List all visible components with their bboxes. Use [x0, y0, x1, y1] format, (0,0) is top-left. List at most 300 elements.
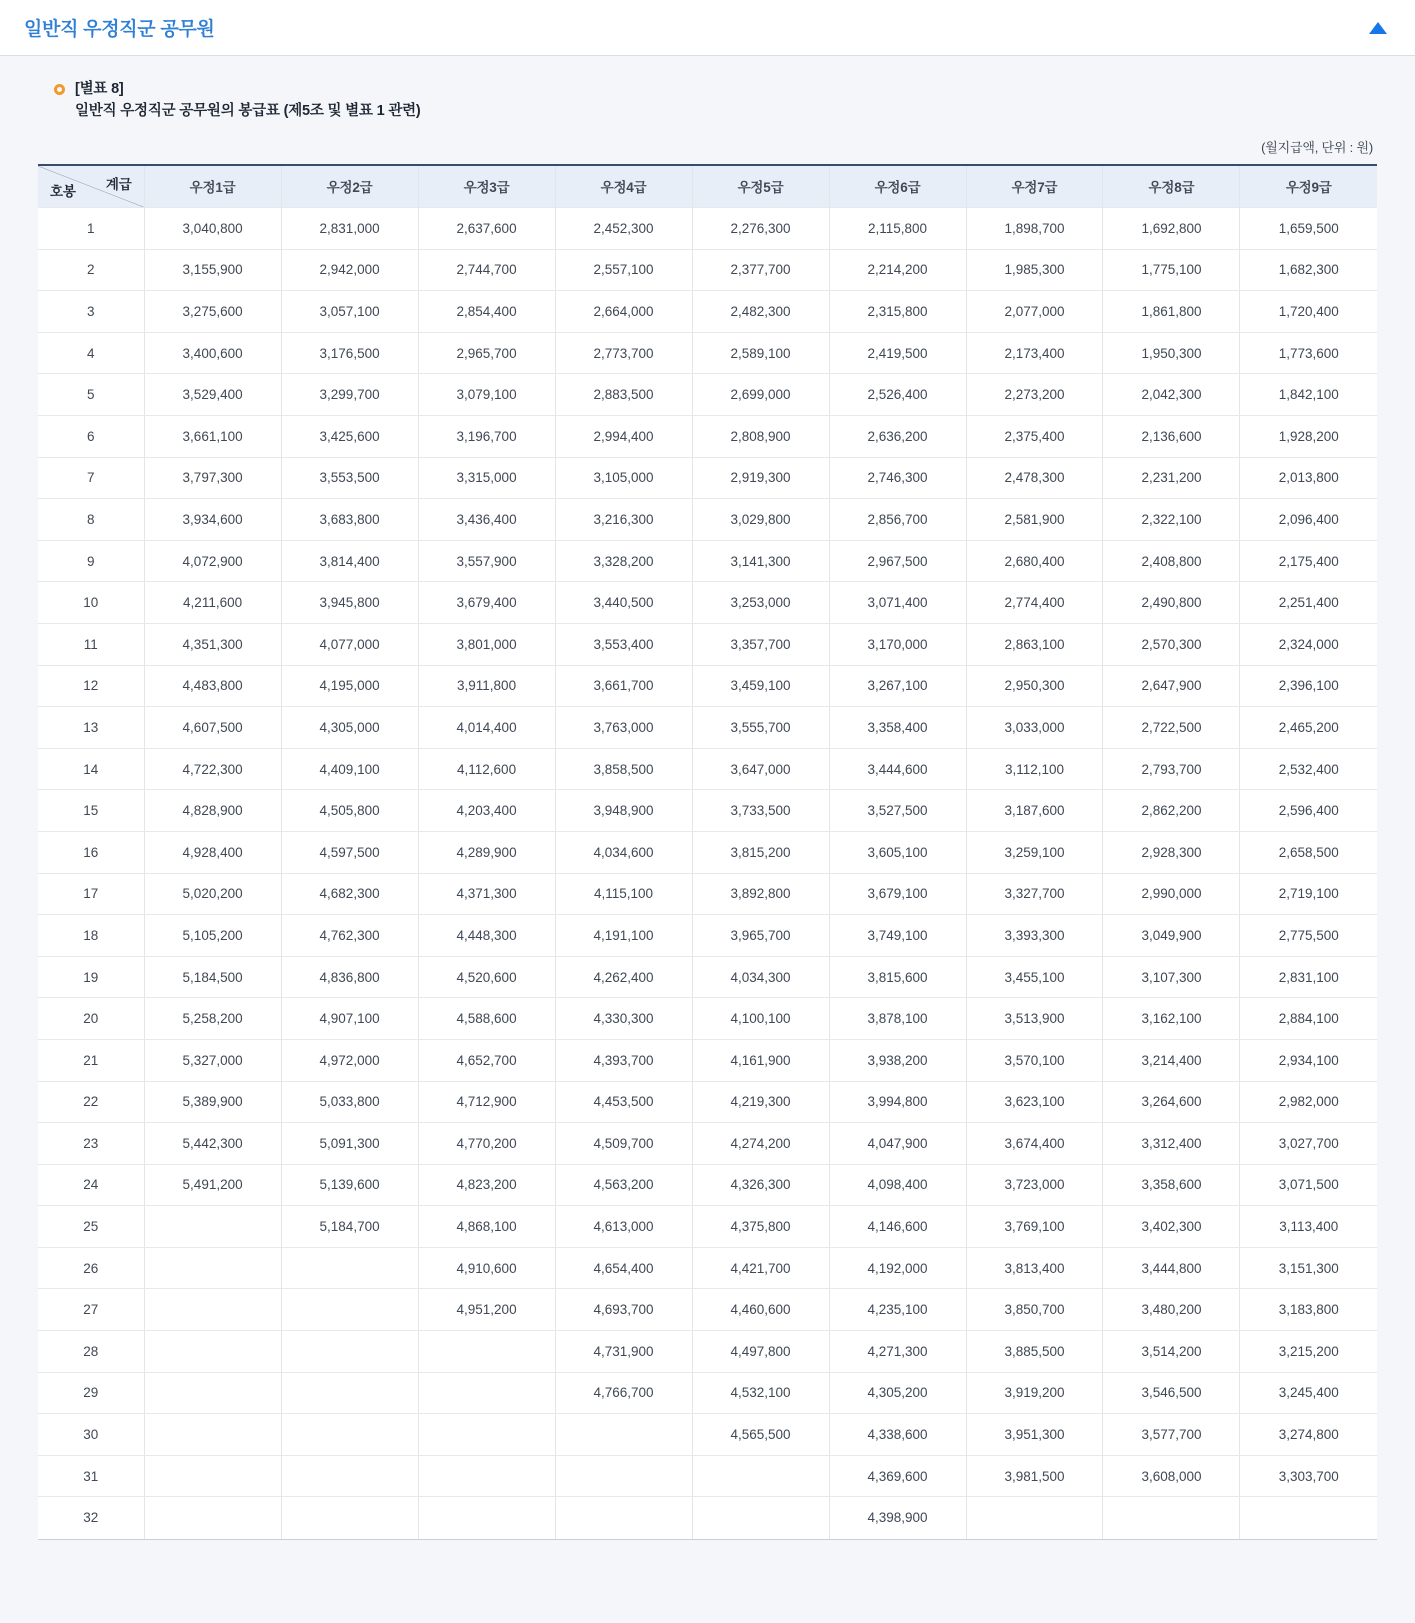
salary-cell: 3,938,200: [829, 1039, 966, 1081]
table-row: [38, 1497, 1377, 1539]
salary-cell: 4,421,700: [692, 1247, 829, 1289]
salary-cell: 3,049,900: [1103, 915, 1240, 957]
salary-cell: 2,115,800: [829, 208, 966, 250]
table-row: [38, 623, 1377, 665]
salary-cell: [144, 1331, 281, 1373]
salary-cell: 5,491,200: [144, 1164, 281, 1206]
step-cell: 25: [38, 1206, 144, 1248]
salary-cell: [281, 1289, 418, 1331]
salary-cell: 3,393,300: [966, 915, 1103, 957]
salary-cell: 2,315,800: [829, 291, 966, 333]
ring-bullet-icon: [54, 84, 65, 95]
salary-cell: 4,654,400: [555, 1247, 692, 1289]
step-cell: 1: [38, 208, 144, 250]
step-cell: 20: [38, 998, 144, 1040]
salary-cell: 2,570,300: [1103, 623, 1240, 665]
salary-cell: 4,100,100: [692, 998, 829, 1040]
salary-cell: 3,402,300: [1103, 1206, 1240, 1248]
salary-cell: 3,299,700: [281, 374, 418, 416]
salary-cell: 4,762,300: [281, 915, 418, 957]
step-cell: 11: [38, 623, 144, 665]
salary-cell: 2,251,400: [1240, 582, 1377, 624]
collapse-section-button[interactable]: [1365, 15, 1391, 41]
table-row: [38, 1164, 1377, 1206]
step-cell: 10: [38, 582, 144, 624]
salary-cell: 2,831,100: [1240, 956, 1377, 998]
salary-cell: [1240, 1497, 1377, 1539]
salary-cell: 4,262,400: [555, 956, 692, 998]
salary-cell: 3,071,500: [1240, 1164, 1377, 1206]
salary-cell: 4,823,200: [418, 1164, 555, 1206]
column-header-grade-1: 우정1급: [144, 166, 281, 208]
salary-cell: 2,775,500: [1240, 915, 1377, 957]
step-cell: 5: [38, 374, 144, 416]
salary-cell: 2,699,000: [692, 374, 829, 416]
salary-cell: 4,597,500: [281, 831, 418, 873]
table-row: [38, 540, 1377, 582]
salary-cell: 3,275,600: [144, 291, 281, 333]
salary-cell: 4,375,800: [692, 1206, 829, 1248]
salary-cell: 3,033,000: [966, 707, 1103, 749]
salary-cell: 2,774,400: [966, 582, 1103, 624]
salary-cell: 4,910,600: [418, 1247, 555, 1289]
salary-cell: [418, 1497, 555, 1539]
table-row: [38, 1455, 1377, 1497]
salary-cell: 4,305,000: [281, 707, 418, 749]
salary-cell: 2,680,400: [966, 540, 1103, 582]
salary-cell: 2,276,300: [692, 208, 829, 250]
salary-cell: 3,679,100: [829, 873, 966, 915]
salary-cell: 3,358,400: [829, 707, 966, 749]
salary-cell: 4,497,800: [692, 1331, 829, 1373]
salary-cell: [281, 1414, 418, 1456]
salary-cell: 3,878,100: [829, 998, 966, 1040]
table-row: [38, 1414, 1377, 1456]
salary-cell: 5,033,800: [281, 1081, 418, 1123]
salary-cell: 4,371,300: [418, 873, 555, 915]
salary-cell: 3,919,200: [966, 1372, 1103, 1414]
salary-cell: 4,398,900: [829, 1497, 966, 1539]
table-row: [38, 1206, 1377, 1248]
salary-cell: 2,637,600: [418, 208, 555, 250]
salary-cell: 2,994,400: [555, 416, 692, 458]
salary-cell: 2,928,300: [1103, 831, 1240, 873]
salary-cell: 1,898,700: [966, 208, 1103, 250]
salary-cell: 3,661,100: [144, 416, 281, 458]
table-row: [38, 790, 1377, 832]
salary-cell: 3,196,700: [418, 416, 555, 458]
salary-cell: 2,408,800: [1103, 540, 1240, 582]
table-row: [38, 416, 1377, 458]
salary-cell: 2,173,400: [966, 332, 1103, 374]
salary-cell: 3,514,200: [1103, 1331, 1240, 1373]
salary-cell: 4,563,200: [555, 1164, 692, 1206]
salary-cell: 4,305,200: [829, 1372, 966, 1414]
salary-cell: 4,112,600: [418, 748, 555, 790]
salary-cell: 3,440,500: [555, 582, 692, 624]
salary-table-container: [38, 164, 1377, 1540]
salary-cell: 2,396,100: [1240, 665, 1377, 707]
salary-cell: 3,245,400: [1240, 1372, 1377, 1414]
salary-cell: 1,842,100: [1240, 374, 1377, 416]
salary-cell: 2,377,700: [692, 249, 829, 291]
salary-cell: [555, 1414, 692, 1456]
step-cell: 6: [38, 416, 144, 458]
salary-cell: 4,098,400: [829, 1164, 966, 1206]
salary-cell: 2,273,200: [966, 374, 1103, 416]
step-cell: 2: [38, 249, 144, 291]
step-cell: 29: [38, 1372, 144, 1414]
salary-cell: 4,195,000: [281, 665, 418, 707]
salary-cell: 4,219,300: [692, 1081, 829, 1123]
salary-cell: 2,808,900: [692, 416, 829, 458]
salary-cell: 2,419,500: [829, 332, 966, 374]
salary-cell: 3,529,400: [144, 374, 281, 416]
salary-cell: 1,775,100: [1103, 249, 1240, 291]
salary-cell: 3,274,800: [1240, 1414, 1377, 1456]
salary-cell: 3,994,800: [829, 1081, 966, 1123]
step-cell: 27: [38, 1289, 144, 1331]
salary-cell: [144, 1247, 281, 1289]
salary-cell: 5,139,600: [281, 1164, 418, 1206]
salary-cell: 1,928,200: [1240, 416, 1377, 458]
salary-cell: 2,950,300: [966, 665, 1103, 707]
salary-cell: 3,259,100: [966, 831, 1103, 873]
salary-cell: [281, 1247, 418, 1289]
header-row: [38, 166, 1377, 208]
salary-cell: 3,815,200: [692, 831, 829, 873]
salary-cell: 3,436,400: [418, 499, 555, 541]
salary-cell: 4,693,700: [555, 1289, 692, 1331]
corner-grade-label: 계급: [105, 176, 132, 192]
salary-cell: 3,813,400: [966, 1247, 1103, 1289]
salary-cell: 4,203,400: [418, 790, 555, 832]
table-row: [38, 1331, 1377, 1373]
salary-cell: 3,267,100: [829, 665, 966, 707]
salary-cell: 4,191,100: [555, 915, 692, 957]
step-cell: 4: [38, 332, 144, 374]
table-row: [38, 1123, 1377, 1165]
salary-cell: 3,113,400: [1240, 1206, 1377, 1248]
column-header-grade-7: 우정7급: [966, 166, 1103, 208]
table-row: [38, 707, 1377, 749]
salary-cell: 4,928,400: [144, 831, 281, 873]
table-row: [38, 665, 1377, 707]
table-row: [38, 1372, 1377, 1414]
salary-cell: 3,105,000: [555, 457, 692, 499]
salary-cell: 2,077,000: [966, 291, 1103, 333]
salary-cell: 4,146,600: [829, 1206, 966, 1248]
salary-cell: 3,170,000: [829, 623, 966, 665]
salary-cell: 2,589,100: [692, 332, 829, 374]
step-cell: 31: [38, 1455, 144, 1497]
salary-cell: 3,027,700: [1240, 1123, 1377, 1165]
salary-cell: 2,557,100: [555, 249, 692, 291]
salary-cell: 3,400,600: [144, 332, 281, 374]
salary-cell: 2,773,700: [555, 332, 692, 374]
step-cell: 21: [38, 1039, 144, 1081]
salary-cell: 2,175,400: [1240, 540, 1377, 582]
step-cell: 22: [38, 1081, 144, 1123]
salary-cell: 2,746,300: [829, 457, 966, 499]
salary-cell: 4,161,900: [692, 1039, 829, 1081]
salary-cell: 2,965,700: [418, 332, 555, 374]
salary-cell: 3,892,800: [692, 873, 829, 915]
salary-cell: 3,358,600: [1103, 1164, 1240, 1206]
salary-cell: 5,020,200: [144, 873, 281, 915]
salary-cell: 5,258,200: [144, 998, 281, 1040]
salary-cell: 2,375,400: [966, 416, 1103, 458]
salary-cell: 3,814,400: [281, 540, 418, 582]
salary-cell: 1,861,800: [1103, 291, 1240, 333]
salary-cell: [555, 1497, 692, 1539]
table-row: [38, 1289, 1377, 1331]
salary-cell: 2,934,100: [1240, 1039, 1377, 1081]
salary-cell: 2,658,500: [1240, 831, 1377, 873]
step-cell: 3: [38, 291, 144, 333]
salary-cell: 2,744,700: [418, 249, 555, 291]
salary-cell: 3,769,100: [966, 1206, 1103, 1248]
salary-cell: 3,155,900: [144, 249, 281, 291]
salary-cell: 3,885,500: [966, 1331, 1103, 1373]
salary-cell: 2,042,300: [1103, 374, 1240, 416]
salary-cell: 2,862,200: [1103, 790, 1240, 832]
salary-cell: 3,151,300: [1240, 1247, 1377, 1289]
salary-cell: 1,985,300: [966, 249, 1103, 291]
salary-cell: 3,945,800: [281, 582, 418, 624]
salary-cell: 4,532,100: [692, 1372, 829, 1414]
salary-cell: 1,720,400: [1240, 291, 1377, 333]
salary-cell: 3,647,000: [692, 748, 829, 790]
salary-cell: 4,505,800: [281, 790, 418, 832]
salary-cell: 3,733,500: [692, 790, 829, 832]
salary-cell: 3,162,100: [1103, 998, 1240, 1040]
table-row: [38, 873, 1377, 915]
salary-cell: 3,459,100: [692, 665, 829, 707]
salary-cell: 4,460,600: [692, 1289, 829, 1331]
salary-cell: 4,613,000: [555, 1206, 692, 1248]
salary-cell: 2,719,100: [1240, 873, 1377, 915]
step-cell: 14: [38, 748, 144, 790]
attachment-label: [별표 8]: [75, 81, 124, 97]
salary-cell: 4,448,300: [418, 915, 555, 957]
salary-cell: [144, 1414, 281, 1456]
salary-cell: 3,661,700: [555, 665, 692, 707]
salary-cell: 4,192,000: [829, 1247, 966, 1289]
corner-step-label: 호봉: [50, 184, 76, 200]
salary-cell: 2,919,300: [692, 457, 829, 499]
salary-cell: 3,674,400: [966, 1123, 1103, 1165]
salary-cell: 3,605,100: [829, 831, 966, 873]
salary-cell: 3,513,900: [966, 998, 1103, 1040]
salary-cell: 3,141,300: [692, 540, 829, 582]
table-row: [38, 831, 1377, 873]
salary-cell: 2,942,000: [281, 249, 418, 291]
salary-cell: 4,271,300: [829, 1331, 966, 1373]
step-cell: 8: [38, 499, 144, 541]
step-cell: 16: [38, 831, 144, 873]
step-cell: 13: [38, 707, 144, 749]
salary-cell: [144, 1206, 281, 1248]
salary-cell: 4,607,500: [144, 707, 281, 749]
salary-cell: 2,863,100: [966, 623, 1103, 665]
table-row: [38, 1081, 1377, 1123]
content-area: [0, 56, 1415, 1570]
salary-cell: 3,577,700: [1103, 1414, 1240, 1456]
salary-cell: 1,773,600: [1240, 332, 1377, 374]
salary-cell: 3,315,000: [418, 457, 555, 499]
salary-cell: 3,608,000: [1103, 1455, 1240, 1497]
salary-cell: 3,623,100: [966, 1081, 1103, 1123]
salary-cell: 2,854,400: [418, 291, 555, 333]
salary-cell: 2,664,000: [555, 291, 692, 333]
salary-cell: 3,948,900: [555, 790, 692, 832]
salary-cell: 1,950,300: [1103, 332, 1240, 374]
salary-cell: 3,216,300: [555, 499, 692, 541]
salary-cell: 4,369,600: [829, 1455, 966, 1497]
salary-cell: 4,211,600: [144, 582, 281, 624]
salary-cell: 5,091,300: [281, 1123, 418, 1165]
salary-cell: [281, 1455, 418, 1497]
salary-cell: 3,029,800: [692, 499, 829, 541]
table-row: [38, 457, 1377, 499]
salary-cell: 5,389,900: [144, 1081, 281, 1123]
table-row: [38, 582, 1377, 624]
salary-cell: 2,465,200: [1240, 707, 1377, 749]
salary-cell: 4,682,300: [281, 873, 418, 915]
salary-cell: 4,836,800: [281, 956, 418, 998]
salary-cell: 2,526,400: [829, 374, 966, 416]
triangle-up-icon: [1369, 22, 1387, 34]
salary-cell: [144, 1455, 281, 1497]
salary-cell: 3,797,300: [144, 457, 281, 499]
salary-cell: 4,235,100: [829, 1289, 966, 1331]
unit-note: (월지급액, 단위 : 원): [1261, 139, 1373, 155]
salary-cell: 3,444,800: [1103, 1247, 1240, 1289]
salary-cell: [144, 1372, 281, 1414]
salary-cell: 2,581,900: [966, 499, 1103, 541]
salary-cell: 4,338,600: [829, 1414, 966, 1456]
salary-cell: 5,105,200: [144, 915, 281, 957]
table-row: [38, 956, 1377, 998]
salary-cell: 2,482,300: [692, 291, 829, 333]
salary-cell: 5,184,700: [281, 1206, 418, 1248]
salary-cell: 3,850,700: [966, 1289, 1103, 1331]
salary-cell: 4,766,700: [555, 1372, 692, 1414]
table-row: [38, 499, 1377, 541]
salary-cell: 4,274,200: [692, 1123, 829, 1165]
salary-cell: 3,965,700: [692, 915, 829, 957]
salary-cell: 4,077,000: [281, 623, 418, 665]
salary-cell: 3,264,600: [1103, 1081, 1240, 1123]
salary-cell: 3,981,500: [966, 1455, 1103, 1497]
salary-cell: 2,793,700: [1103, 748, 1240, 790]
salary-cell: [966, 1497, 1103, 1539]
salary-cell: 4,828,900: [144, 790, 281, 832]
step-cell: 23: [38, 1123, 144, 1165]
table-row: [38, 1039, 1377, 1081]
salary-cell: 2,452,300: [555, 208, 692, 250]
salary-cell: 4,731,900: [555, 1331, 692, 1373]
salary-cell: [418, 1414, 555, 1456]
salary-cell: 4,330,300: [555, 998, 692, 1040]
salary-cell: [144, 1497, 281, 1539]
salary-cell: 3,253,000: [692, 582, 829, 624]
salary-cell: 3,934,600: [144, 499, 281, 541]
salary-cell: 4,868,100: [418, 1206, 555, 1248]
salary-cell: [144, 1289, 281, 1331]
salary-cell: 3,214,400: [1103, 1039, 1240, 1081]
salary-cell: 2,883,500: [555, 374, 692, 416]
salary-cell: 2,636,200: [829, 416, 966, 458]
table-body: [38, 208, 1377, 1539]
salary-cell: 4,565,500: [692, 1414, 829, 1456]
salary-cell: 2,214,200: [829, 249, 966, 291]
salary-cell: 3,328,200: [555, 540, 692, 582]
salary-cell: 3,683,800: [281, 499, 418, 541]
attachment-text: [75, 78, 421, 123]
salary-cell: 3,553,500: [281, 457, 418, 499]
salary-cell: 4,712,900: [418, 1081, 555, 1123]
salary-cell: 3,480,200: [1103, 1289, 1240, 1331]
salary-cell: 2,856,700: [829, 499, 966, 541]
corner-header-cell: [38, 166, 144, 208]
salary-cell: [555, 1455, 692, 1497]
salary-cell: 4,520,600: [418, 956, 555, 998]
salary-cell: 4,453,500: [555, 1081, 692, 1123]
salary-cell: 3,951,300: [966, 1414, 1103, 1456]
column-header-grade-8: 우정8급: [1103, 166, 1240, 208]
step-cell: 17: [38, 873, 144, 915]
salary-cell: 3,911,800: [418, 665, 555, 707]
salary-cell: 3,455,100: [966, 956, 1103, 998]
salary-cell: 3,555,700: [692, 707, 829, 749]
step-cell: 9: [38, 540, 144, 582]
salary-cell: 3,183,800: [1240, 1289, 1377, 1331]
salary-cell: 3,553,400: [555, 623, 692, 665]
salary-cell: 3,723,000: [966, 1164, 1103, 1206]
salary-cell: 3,679,400: [418, 582, 555, 624]
salary-cell: 4,483,800: [144, 665, 281, 707]
table-row: [38, 208, 1377, 250]
step-cell: 19: [38, 956, 144, 998]
salary-cell: 3,057,100: [281, 291, 418, 333]
salary-cell: 2,982,000: [1240, 1081, 1377, 1123]
salary-cell: 4,047,900: [829, 1123, 966, 1165]
table-head: [38, 166, 1377, 208]
salary-cell: 3,801,000: [418, 623, 555, 665]
salary-cell: 1,659,500: [1240, 208, 1377, 250]
column-header-grade-3: 우정3급: [418, 166, 555, 208]
salary-cell: 5,442,300: [144, 1123, 281, 1165]
salary-cell: 2,490,800: [1103, 582, 1240, 624]
step-cell: 32: [38, 1497, 144, 1539]
salary-cell: 3,357,700: [692, 623, 829, 665]
salary-cell: 1,682,300: [1240, 249, 1377, 291]
salary-cell: [1103, 1497, 1240, 1539]
salary-cell: [281, 1497, 418, 1539]
page-title: 일반직 우정직군 공무원: [24, 19, 215, 40]
column-header-grade-4: 우정4급: [555, 166, 692, 208]
salary-cell: 3,557,900: [418, 540, 555, 582]
salary-cell: 3,071,400: [829, 582, 966, 624]
salary-cell: 3,815,600: [829, 956, 966, 998]
salary-cell: 2,096,400: [1240, 499, 1377, 541]
salary-cell: [418, 1331, 555, 1373]
salary-cell: 4,072,900: [144, 540, 281, 582]
salary-cell: 2,990,000: [1103, 873, 1240, 915]
salary-cell: 4,351,300: [144, 623, 281, 665]
